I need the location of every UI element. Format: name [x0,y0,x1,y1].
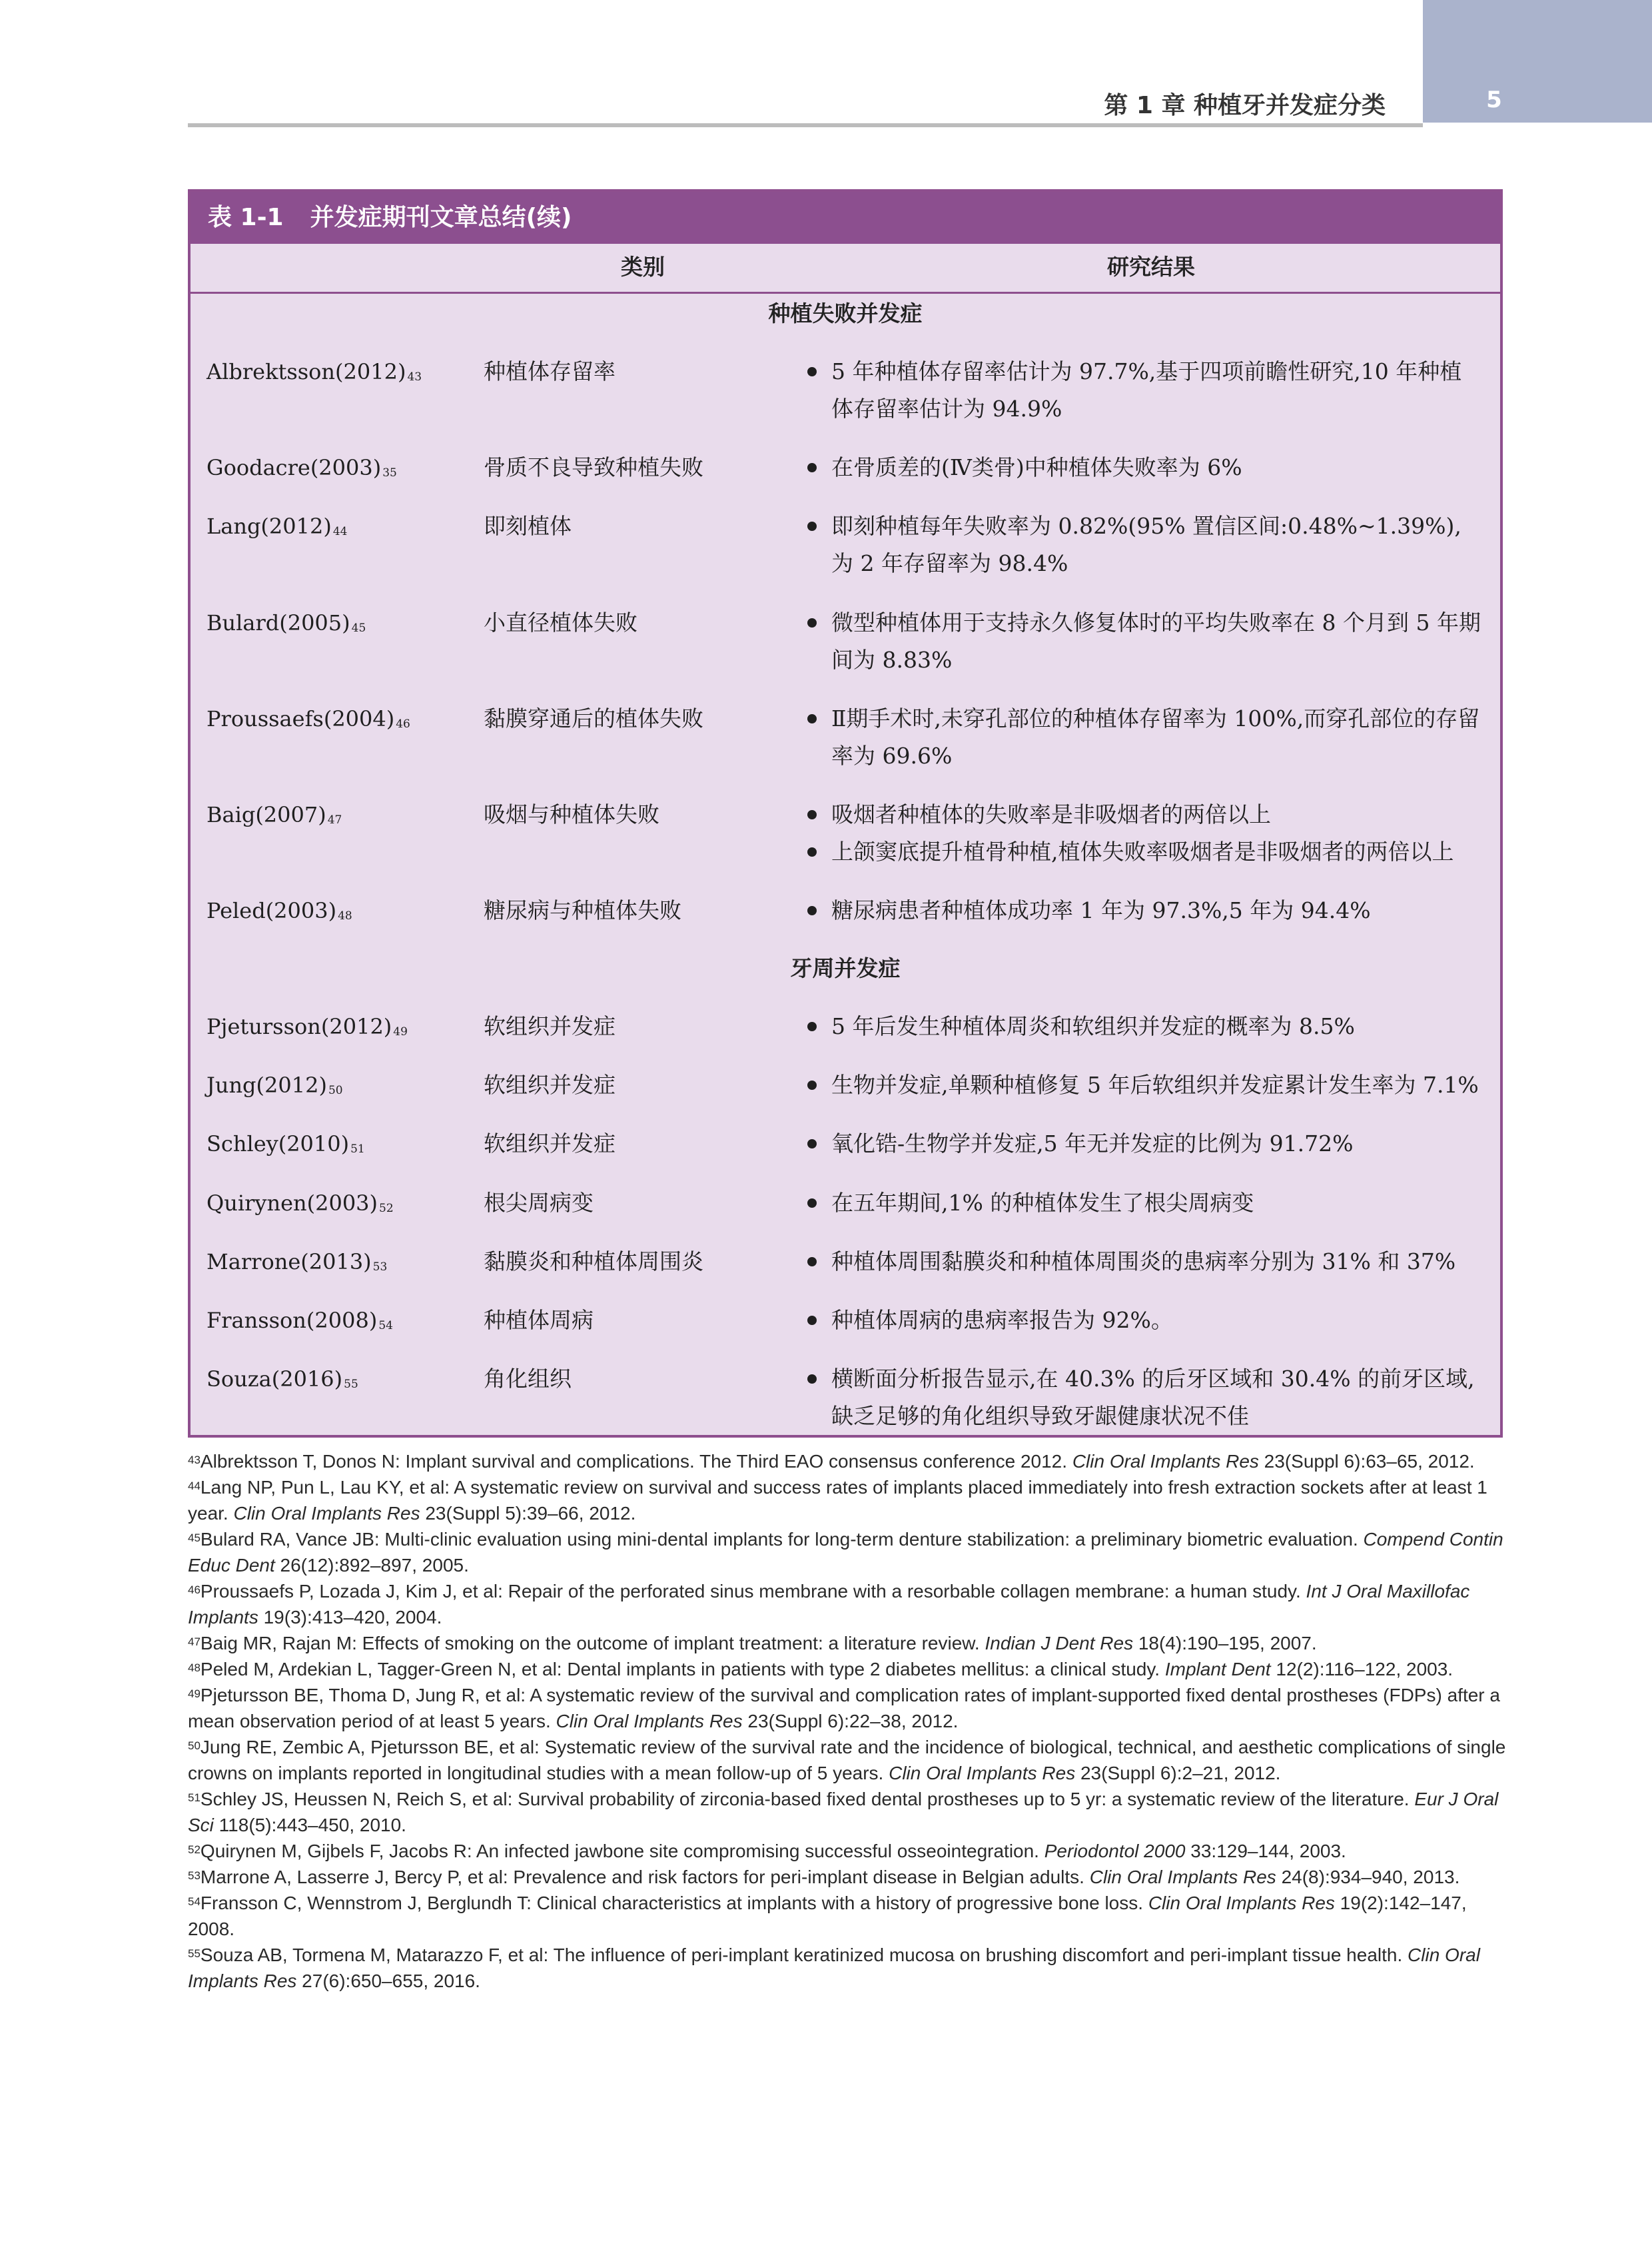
result-bullet: 生物并发症,单颗种植修复 5 年后软组织并发症累计发生率为 7.1% [802,1067,1483,1104]
reference-text: Quirynen M, Gijbels F, Jacobs R: An infected jawbone site compromising successful osseointegration. [200,1841,1044,1861]
category-cell: 即刻植体 [484,513,572,540]
reference-text: Baig MR, Rajan M: Effects of smoking on the outcome of implant treatment: a literature review. [200,1633,985,1653]
table-row [191,353,1500,428]
study-name: Souza(2016) [206,1366,343,1392]
study-ref-number: 55 [344,1377,358,1391]
reference-citation: 26(12):892–897, 2005. [274,1555,469,1576]
category-cell: 角化组织 [484,1365,572,1392]
study-cell [191,700,484,775]
reference-item [188,1682,1507,1734]
table-row [191,1360,1500,1435]
category-cell: 种植体周病 [484,1306,594,1333]
reference-journal: Compend Contin Educ Dent [188,1529,1503,1576]
study-ref-number: 53 [372,1260,388,1274]
study-ref-number: 54 [378,1318,393,1332]
reference-item [188,1864,1507,1890]
study-ref-number: 48 [338,909,352,923]
category-cell: 小直径植体失败 [484,609,637,636]
result-bullet: 在五年期间,1% 的种植体发生了根尖周病变 [802,1184,1483,1222]
result-bullet: 横断面分析报告显示,在 40.3% 的后牙区域和 30.4% 的前牙区域,缺乏足够的角化组织导致牙龈健康状况不佳 [802,1360,1483,1435]
reference-item [188,1630,1507,1656]
reference-journal: Clin Oral Implants Res [1089,1867,1276,1887]
study-ref-number: 45 [351,621,366,635]
study-name: Lang(2012) [206,514,332,540]
category-cell: 种植体存留率 [484,358,616,385]
study-ref-number: 35 [382,466,397,480]
page-number-tab [1423,0,1652,123]
study-name: Albrektsson(2012) [206,359,406,385]
reference-number: 48 [188,1661,201,1674]
reference-item [188,1656,1507,1682]
reference-citation: 18(4):190–195, 2007. [1133,1633,1317,1653]
page-number: 5 [1486,87,1502,113]
study-name: Bulard(2005) [206,610,350,636]
column-header-category: 类别 [621,254,665,280]
study-ref-number: 51 [350,1142,365,1156]
reference-item [188,1942,1507,1994]
results-cell [802,796,1500,871]
column-header-results: 研究结果 [1107,254,1195,280]
result-bullet: 种植体周围黏膜炎和种植体周围炎的患病率分别为 31% 和 37% [802,1243,1483,1280]
table-row [191,449,1500,486]
header-divider [191,292,1500,294]
reference-number: 46 [188,1583,201,1596]
reference-text: Marrone A, Lasserre J, Bercy P, et al: Prevalence and risk factors for peri-implant disease in Belgian adults. [200,1867,1090,1887]
category-cell: 软组织并发症 [484,1072,616,1099]
reference-item [188,1890,1507,1942]
reference-text: Proussaefs P, Lozada J, Kim J, et al: Repair of the perforated sinus membrane with a resorbable collagen membrane: a human study. [200,1581,1306,1601]
study-cell [191,796,484,871]
result-bullet: 种植体周病的患病率报告为 92%。 [802,1302,1483,1339]
complications-table [188,189,1503,1438]
reference-citation: 12(2):116–122, 2003. [1270,1659,1453,1679]
reference-item [188,1474,1507,1526]
references [188,1448,1507,1994]
table-body [191,296,1500,1435]
category-cell: 黏膜炎和种植体周围炎 [484,1248,703,1274]
reference-item [188,1734,1507,1786]
category-cell: 软组织并发症 [484,1130,616,1157]
reference-text: Peled M, Ardekian L, Tagger-Green N, et al: Dental implants in patients with type 2 diabetes mellitus: a clinical study. [200,1659,1165,1679]
category-cell: 根尖周病变 [484,1189,594,1216]
result-bullet: 5 年种植体存留率估计为 97.7%,基于四项前瞻性研究,10 年种植体存留率估计为 94.9% [802,353,1483,428]
category-cell: 吸烟与种植体失败 [484,801,659,827]
reference-citation: 24(8):934–940, 2013. [1276,1867,1460,1887]
table-row [191,892,1500,929]
reference-item [188,1526,1507,1578]
study-name: Proussaefs(2004) [206,705,395,731]
reference-number: 44 [188,1480,201,1492]
reference-number: 43 [188,1454,201,1466]
reference-number: 54 [188,1895,201,1908]
table-row [191,1243,1500,1280]
reference-number: 47 [188,1635,201,1648]
reference-item [188,1578,1507,1630]
study-name: Schley(2010) [206,1131,350,1157]
results-cell [802,1243,1500,1280]
reference-item [188,1838,1507,1864]
reference-number: 53 [188,1869,201,1882]
reference-citation: 27(6):650–655, 2016. [296,1971,480,1991]
study-name: Goodacre(2003) [206,455,382,481]
study-name: Pjetursson(2012) [206,1014,392,1040]
study-cell [191,1243,484,1280]
study-cell [191,508,484,582]
results-cell [802,700,1500,775]
study-ref-number: 43 [407,370,422,384]
result-bullet: 氧化锆-生物学并发症,5 年无并发症的比例为 91.72% [802,1125,1483,1162]
chapter-title: 第 1 章 种植牙并发症分类 [1104,92,1386,119]
reference-journal: Indian J Dent Res [985,1633,1134,1653]
reference-number: 52 [188,1843,201,1856]
result-bullet: 在骨质差的(Ⅳ类骨)中种植体失败率为 6% [802,449,1483,486]
table-label: 表 1-1 [208,204,284,231]
reference-text: Schley JS, Heussen N, Reich S, et al: Survival probability of zirconia-based fixed dental prostheses up to 5 yr: a systematic review of the literature. [200,1789,1415,1809]
table-row [191,700,1500,775]
result-bullet: Ⅱ期手术时,未穿孔部位的种植体存留率为 100%,而穿孔部位的存留率为 69.6% [802,700,1483,775]
reference-text: Albrektsson T, Donos N: Implant survival and complications. The Third EAO consensus conference 2012. [200,1451,1072,1472]
study-name: Quirynen(2003) [206,1190,378,1216]
study-ref-number: 49 [393,1025,408,1039]
study-cell [191,1360,484,1435]
reference-text: Lang NP, Pun L, Lau KY, et al: A systematic review on survival and success rates of implants placed immediately into fresh extraction sockets after at least 1 year. [188,1477,1487,1524]
reference-journal: Clin Oral Implants Res [1072,1451,1259,1472]
category-cell: 软组织并发症 [484,1013,616,1040]
table-row [191,1067,1500,1104]
table-caption [191,192,1500,244]
category-cell: 黏膜穿通后的植体失败 [484,705,703,731]
reference-citation: 23(Suppl 6):2–21, 2012. [1075,1763,1281,1783]
reference-number: 50 [188,1739,201,1752]
results-cell [802,892,1500,929]
study-name: Marrone(2013) [206,1248,372,1274]
table-title: 并发症期刊文章总结(续) [310,204,572,231]
results-cell [802,1302,1500,1339]
results-cell [802,604,1500,679]
results-cell [802,508,1500,582]
reference-journal: Clin Oral Implants Res [1148,1893,1335,1913]
reference-item [188,1786,1507,1838]
reference-journal: Int J Oral Maxillofac Implants [188,1581,1470,1627]
result-bullet: 微型种植体用于支持永久修复体时的平均失败率在 8 个月到 5 年期间为 8.83% [802,604,1483,679]
study-name: Peled(2003) [206,897,337,923]
results-cell [802,1125,1500,1162]
study-cell [191,1067,484,1104]
reference-item [188,1448,1507,1474]
study-cell [191,353,484,428]
reference-text: Souza AB, Tormena M, Matarazzo F, et al: The influence of peri-implant keratinized mucosa on brushing discomfort and peri-implant tissue health. [200,1945,1408,1965]
study-cell [191,892,484,929]
reference-number: 45 [188,1532,201,1544]
study-cell [191,1184,484,1222]
study-cell [191,1008,484,1045]
reference-citation: 23(Suppl 6):63–65, 2012. [1258,1451,1475,1472]
reference-text: Jung RE, Zembic A, Pjetursson BE, et al: Systematic review of the survival rate and the incidence of biological, technical, and aesthetic complications of single crowns on implants reported in longitudinal studies with a mean follow-up of 5 years. [188,1737,1506,1783]
results-cell [802,449,1500,486]
category-cell: 糖尿病与种植体失败 [484,897,681,923]
study-ref-number: 44 [332,525,348,539]
table-row [191,1184,1500,1222]
reference-journal: Clin Oral Implants Res [233,1503,420,1524]
reference-journal: Clin Oral Implants Res [889,1763,1076,1783]
reference-citation: 118(5):443–450, 2010. [213,1815,406,1835]
result-bullet: 5 年后发生种植体周炎和软组织并发症的概率为 8.5% [802,1008,1483,1045]
reference-journal: Periodontol 2000 [1044,1841,1186,1861]
section-title: 牙周并发症 [790,955,901,981]
reference-journal: Implant Dent [1164,1659,1271,1679]
study-name: Baig(2007) [206,801,326,827]
reference-journal: Clin Oral Implants Res [556,1711,743,1731]
results-cell [802,1184,1500,1222]
table-row [191,796,1500,871]
reference-journal: Clin Oral Implants Res [188,1945,1480,1991]
reference-text: Pjetursson BE, Thoma D, Jung R, et al: A systematic review of the survival and complication rates of implant-supported fixed dental prostheses (FDPs) after a mean observation period of at least 5 years. [188,1685,1500,1731]
table-row [191,1125,1500,1162]
reference-citation: 19(3):413–420, 2004. [258,1607,442,1627]
study-ref-number: 47 [327,813,342,827]
reference-citation: 23(Suppl 6):22–38, 2012. [742,1711,959,1731]
table-row [191,1302,1500,1339]
study-cell [191,449,484,486]
result-bullet: 糖尿病患者种植体成功率 1 年为 97.3%,5 年为 94.4% [802,892,1483,929]
reference-journal: Eur J Oral Sci [188,1789,1499,1835]
table-row [191,604,1500,679]
reference-text: Fransson C, Wennstrom J, Berglundh T: Clinical characteristics at implants with a history of progressive bone loss. [200,1893,1148,1913]
header-rule [188,123,1423,127]
results-cell [802,1067,1500,1104]
results-cell [802,353,1500,428]
category-cell: 骨质不良导致种植失败 [484,454,703,481]
study-cell [191,1125,484,1162]
study-cell [191,604,484,679]
reference-citation: 19(2):142–147, 2008. [188,1893,1467,1939]
result-bullet: 上颌窦底提升植骨种植,植体失败率吸烟者是非吸烟者的两倍以上 [802,833,1483,871]
study-name: Jung(2012) [206,1073,327,1099]
reference-number: 51 [188,1791,201,1804]
reference-number: 55 [188,1947,201,1960]
study-ref-number: 46 [396,717,410,731]
results-cell [802,1008,1500,1045]
reference-text: Bulard RA, Vance JB: Multi-clinic evaluation using mini-dental implants for long-term denture stabilization: a preliminary biometric evaluation. [200,1529,1364,1550]
study-name: Fransson(2008) [206,1307,378,1333]
study-cell [191,1302,484,1339]
table-row [191,1008,1500,1045]
section-title: 种植失败并发症 [768,300,923,326]
study-ref-number: 52 [379,1201,394,1215]
reference-citation: 33:129–144, 2003. [1185,1841,1346,1861]
reference-citation: 23(Suppl 5):39–66, 2012. [420,1503,636,1524]
study-ref-number: 50 [328,1084,343,1098]
result-bullet: 即刻种植每年失败率为 0.82%(95% 置信区间:0.48%~1.39%),为 2 年存留率为 98.4% [802,508,1483,582]
reference-number: 49 [188,1687,201,1700]
result-bullet: 吸烟者种植体的失败率是非吸烟者的两倍以上 [802,796,1483,833]
table-row [191,508,1500,582]
results-cell [802,1360,1500,1435]
